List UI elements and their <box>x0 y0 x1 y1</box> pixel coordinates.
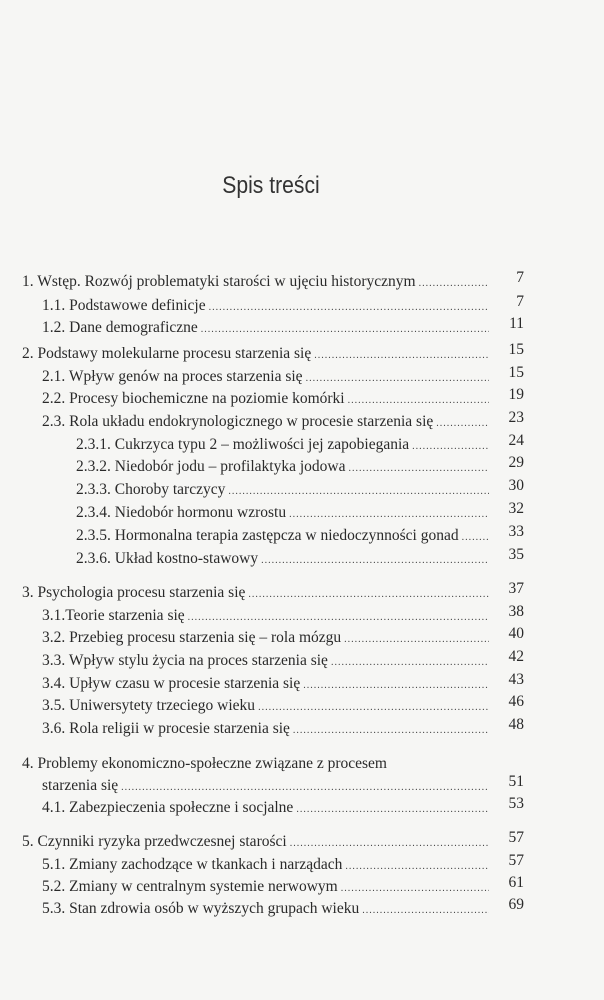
toc-entry-label: 1.1. Podstawowe definicje <box>42 297 206 314</box>
toc-entry <box>42 409 524 432</box>
toc-entry <box>22 269 524 292</box>
dot-leader <box>345 857 489 877</box>
toc-entry <box>42 671 524 694</box>
dot-leader <box>331 653 489 673</box>
toc-page-number: 69 <box>508 896 524 913</box>
toc-page-number: 48 <box>508 716 524 733</box>
dot-leader <box>248 585 489 605</box>
toc-page-number: 15 <box>508 341 524 358</box>
toc-entry-label: 5.3. Stan zdrowia osób w wyższych grupach wieku <box>42 900 360 917</box>
toc-page-number: 42 <box>508 648 524 665</box>
toc-entry-label: 2.2. Procesy biochemiczne na poziomie komórki <box>42 390 345 407</box>
toc-entry-label: 2.3. Rola układu endokrynologicznego w procesie starzenia się <box>42 413 434 430</box>
toc-entry-label: 2.3.2. Niedobór jodu – profilaktyka jodowa <box>76 458 346 475</box>
toc-entry <box>42 874 524 897</box>
toc-entry-label: 3. Psychologia procesu starzenia się <box>22 584 246 601</box>
toc-page-number: 38 <box>508 603 524 620</box>
toc-page-number: 23 <box>508 409 524 426</box>
toc-entry-label: 2.3.5. Hormonalna terapia zastępcza w niedoczynności gonad <box>76 527 459 544</box>
toc-entry <box>76 477 524 500</box>
toc-entry <box>42 852 524 875</box>
toc-entry-label: 5.1. Zmiany zachodzące w tkankach i narządach <box>42 856 343 873</box>
toc-page-number: 53 <box>508 795 524 812</box>
toc-entry <box>42 648 524 671</box>
toc-entry <box>42 603 524 626</box>
toc-entry-label: 2.3.6. Układ kostno-stawowy <box>76 550 259 567</box>
toc-entry <box>76 546 524 569</box>
toc-entry: 4. Problemy ekonomiczno-społeczne związane z procesem <box>22 755 387 772</box>
toc-entry-label: 4.1. Zabezpieczenia społeczne i socjalne <box>42 799 294 816</box>
toc-page-number: 30 <box>508 477 524 494</box>
toc-page-number: 51 <box>508 773 524 790</box>
dot-leader <box>258 698 489 718</box>
toc-page-number: 19 <box>508 386 524 403</box>
dot-leader <box>303 676 489 696</box>
dot-leader <box>209 298 489 318</box>
dot-leader <box>341 879 489 899</box>
page-title: Spis treści <box>222 172 320 199</box>
dot-leader <box>462 528 489 548</box>
toc-entry <box>42 795 524 818</box>
toc-page-number: 7 <box>516 269 524 286</box>
toc-entry <box>22 341 524 364</box>
toc-page-number: 29 <box>508 454 524 471</box>
toc-entry-label: 5. Czynniki ryzyka przedwczesnej starości <box>22 833 287 850</box>
dot-leader <box>348 459 489 479</box>
toc-entry-label: 2.1. Wpływ genów na proces starzenia się <box>42 368 303 385</box>
toc-entry-label: 3.5. Uniwersytety trzeciego wieku <box>42 697 256 714</box>
toc-entry-label: 5.2. Zmiany w centralnym systemie nerwowym <box>42 878 338 895</box>
toc-entry-label: 1.2. Dane demograficzne <box>42 319 198 336</box>
toc-page-number: 11 <box>509 315 524 332</box>
dot-leader <box>344 630 489 650</box>
dot-leader <box>121 778 489 798</box>
toc-entry <box>76 523 524 546</box>
toc-page-number: 46 <box>508 693 524 710</box>
toc-entry <box>42 315 524 338</box>
toc-entry-label: 2. Podstawy molekularne procesu starzenia się <box>22 345 312 362</box>
toc-entry <box>42 693 524 716</box>
toc-entry <box>22 829 524 852</box>
toc-entry <box>22 580 524 603</box>
toc-entry-label: 3.1.Teorie starzenia się <box>42 607 185 624</box>
dot-leader <box>290 834 489 854</box>
dot-leader <box>261 551 489 571</box>
toc-page-number: 15 <box>508 364 524 381</box>
dot-leader <box>436 414 489 434</box>
toc-entry <box>42 896 524 919</box>
dot-leader <box>412 437 489 457</box>
toc-entry <box>42 625 524 648</box>
toc-page-number: 24 <box>508 432 524 449</box>
toc-entry <box>76 454 524 477</box>
dot-leader <box>314 346 489 366</box>
toc-entry-label: 2.3.1. Cukrzyca typu 2 – możliwości jej zapobiegania <box>76 436 410 453</box>
toc-page-number: 57 <box>508 852 524 869</box>
toc-page-number: 61 <box>508 874 524 891</box>
toc-entry-label: starzenia się <box>42 777 119 794</box>
dot-leader <box>306 369 489 389</box>
toc-page-number: 40 <box>508 625 524 642</box>
toc-page-number: 33 <box>508 523 524 540</box>
toc-entry-label: 3.2. Przebieg procesu starzenia się – rola mózgu <box>42 629 342 646</box>
dot-leader <box>419 274 489 294</box>
toc-entry <box>42 716 524 739</box>
dot-leader <box>296 800 489 820</box>
toc-entry <box>76 500 524 523</box>
toc-page-number: 37 <box>508 580 524 597</box>
toc-page-number: 7 <box>516 293 524 310</box>
toc-entry <box>76 432 524 455</box>
toc-page-number: 35 <box>508 546 524 563</box>
toc-entry <box>42 364 524 387</box>
dot-leader <box>289 505 489 525</box>
dot-leader <box>348 391 489 411</box>
toc-entry <box>42 773 524 796</box>
toc-page-number: 32 <box>508 500 524 517</box>
toc-entry-label: 3.3. Wpływ stylu życia na proces starzenia się <box>42 652 328 669</box>
dot-leader <box>201 320 489 340</box>
toc-entry <box>42 386 524 409</box>
toc-entry-label: 1. Wstęp. Rozwój problematyki starości w ujęciu historycznym <box>22 273 416 290</box>
toc-entry <box>42 293 524 316</box>
dot-leader <box>228 482 489 502</box>
toc-entry-label: 2.3.3. Choroby tarczycy <box>76 481 226 498</box>
toc-page-number: 43 <box>508 671 524 688</box>
dot-leader <box>188 608 489 628</box>
toc-page-number: 57 <box>508 829 524 846</box>
dot-leader <box>293 721 489 741</box>
toc-entry-label: 3.4. Upływ czasu w procesie starzenia się <box>42 675 301 692</box>
toc-entry-label: 2.3.4. Niedobór hormonu wzrostu <box>76 504 287 521</box>
toc-entry-label: 3.6. Rola religii w procesie starzenia się <box>42 720 290 737</box>
dot-leader <box>362 901 489 921</box>
